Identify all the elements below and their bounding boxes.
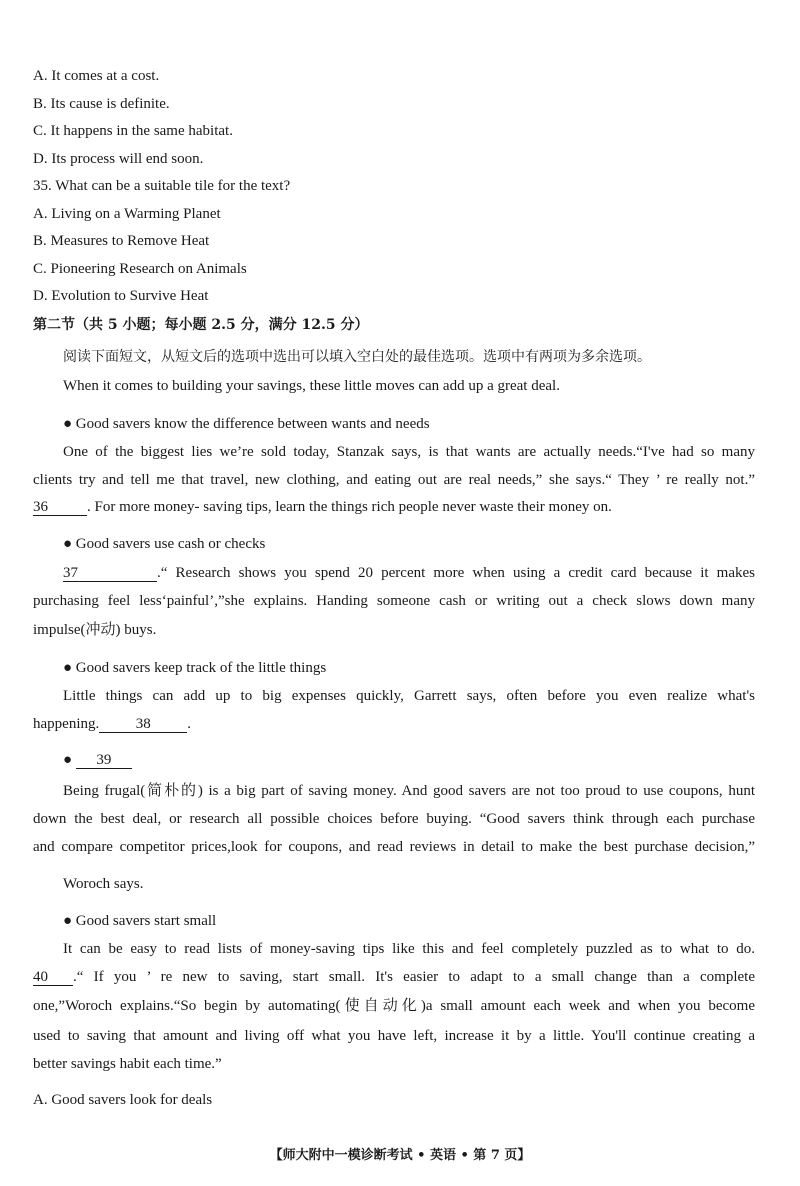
q34-option-d: D. Its process will end soon. xyxy=(33,151,204,167)
blank-38[interactable]: 38 xyxy=(99,716,187,733)
heading-little-things: ● Good savers keep track of the little things xyxy=(63,660,327,676)
q34-option-c: C. It happens in the same habitat. xyxy=(33,123,233,139)
blank-40[interactable]: 40 xyxy=(33,969,73,986)
section-heading: 第二节（共 5 小题；每小题 2.5 分，满分 12.5 分） xyxy=(33,317,369,333)
bullet: ● xyxy=(63,752,73,768)
blank-36[interactable]: 36 xyxy=(33,499,87,516)
blank-37[interactable]: 37 xyxy=(63,565,157,582)
p3-line2 xyxy=(33,715,191,733)
p1-line3 xyxy=(33,498,612,516)
p2-line2: purchasing feel less‘painful’,”she explains. Handing someone cash or writing out a check slows down many xyxy=(33,593,755,609)
passage-intro: When it comes to building your savings, these little moves can add up a great deal. xyxy=(63,378,560,394)
q34-option-a: A. It comes at a cost. xyxy=(33,68,160,84)
p4-line2: down the best deal, or research all possible choices before buying. “Good savers think through each purchase xyxy=(33,811,755,827)
q34-option-b: B. Its cause is definite. xyxy=(33,96,170,112)
p5-line1: It can be easy to read lists of money-saving tips like this and feel completely puzzled as to what to do. xyxy=(63,941,755,957)
heading-cash-checks: ● Good savers use cash or checks xyxy=(63,536,266,552)
q35-option-a: A. Living on a Warming Planet xyxy=(33,206,221,222)
p2-line1 xyxy=(63,564,755,582)
p3-line1: Little things can add up to big expenses quickly, Garrett says, often before you even realize what's xyxy=(63,688,755,704)
p3-line2-post: . xyxy=(187,716,191,732)
p5-line5: better savings habit each time.” xyxy=(33,1056,222,1072)
p5-line4: used to saving that amount and living off what you have left, increase it by a little. You'll continue creating a xyxy=(33,1028,755,1044)
p1-line2: clients try and tell me that travel, new clothing, and eating out are real needs,” she says.“ They ’ re really not.” xyxy=(33,472,755,488)
q35-option-c: C. Pioneering Research on Animals xyxy=(33,261,247,277)
blank-39[interactable]: 39 xyxy=(76,752,132,769)
p1-line3-rest: . For more money- saving tips, learn the things rich people never waste their money on. xyxy=(87,499,612,515)
page-footer: 【师大附中一模诊断考试 • 英语 • 第 7 页】 xyxy=(269,1148,531,1163)
p4-line3: and compare competitor prices,look for coupons, and read reviews in detail to make the best purchase decision,” xyxy=(33,839,755,855)
p1-line1: One of the biggest lies we’re sold today, Stanzak says, is that wants are actually needs.“I've had so many xyxy=(63,444,755,460)
q35-option-d: D. Evolution to Survive Heat xyxy=(33,288,209,304)
p5-line2 xyxy=(33,968,755,986)
heading-start-small: ● Good savers start small xyxy=(63,913,217,929)
heading-39 xyxy=(63,751,132,769)
section-instruction: 阅读下面短文，从短文后的选项中选出可以填入空白处的最佳选项。选项中有两项为多余选项。 xyxy=(63,349,651,365)
p3-line2-pre: happening. xyxy=(33,716,100,732)
p4-line1: Being frugal(简朴的) is a big part of saving money. And good savers are not too proud to use coupons, hunt xyxy=(63,783,755,799)
p4-line4: Woroch says. xyxy=(63,876,144,892)
p5-line2-rest: .“ If you ’ re new to saving, start small. It's easier to adapt to a small change than a complete xyxy=(73,969,755,985)
q35-option-b: B. Measures to Remove Heat xyxy=(33,233,210,249)
p5-line3: one,”Woroch explains.“So begin by automating(使自动化)a small amount each week and when you become xyxy=(33,998,755,1014)
option-a: A. Good savers look for deals xyxy=(33,1092,213,1108)
p2-line1-rest: .“ Research shows you spend 20 percent more when using a credit card because it makes xyxy=(157,565,755,581)
q35-stem: 35. What can be a suitable tile for the text? xyxy=(33,178,291,194)
heading-wants-needs: ● Good savers know the difference between wants and needs xyxy=(63,416,430,432)
p2-line3: impulse(冲动) buys. xyxy=(33,622,157,638)
